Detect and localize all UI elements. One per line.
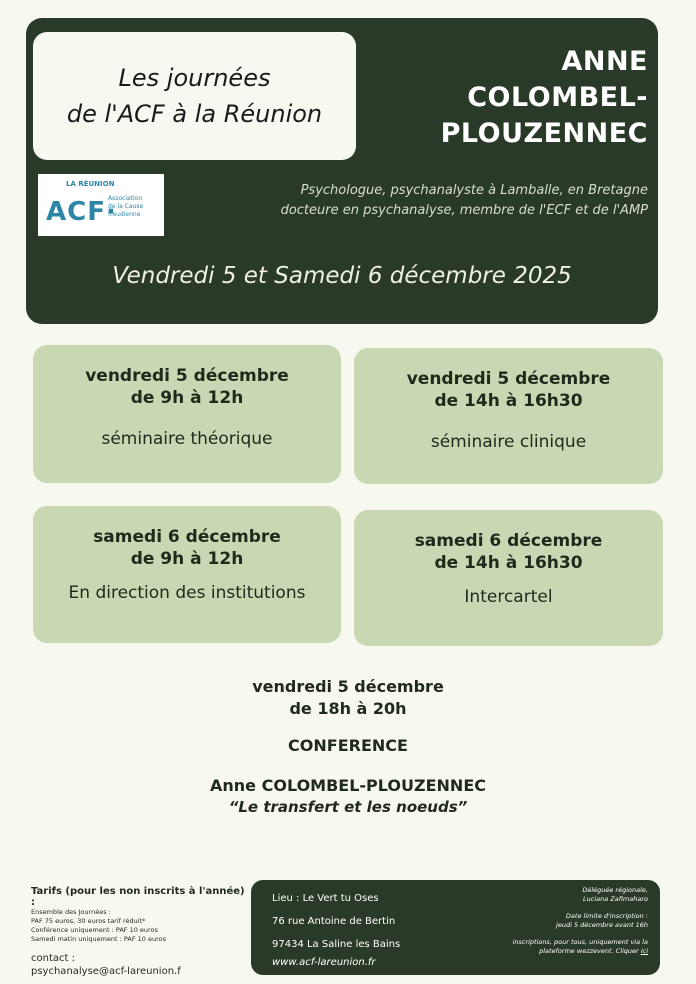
venue-address-line1: 76 rue Antoine de Bertin: [272, 916, 396, 927]
header-panel: [26, 18, 658, 324]
session-card: [354, 348, 663, 484]
speaker-desc-line2: docteure en psychanalyse, membre de l'ECF et de l'AMP: [280, 203, 648, 218]
footer-panel: [251, 880, 660, 975]
session-card: [33, 506, 341, 643]
speaker-description: [228, 181, 648, 221]
delegate-label: Déléguée régionale,: [582, 886, 648, 894]
logo-mark: ACF·: [46, 197, 117, 227]
contact-email-link[interactable]: psychanalyse@acf-lareunion.f: [31, 966, 181, 977]
logo-sub1: Association: [108, 195, 143, 202]
session-title: séminaire clinique: [430, 432, 587, 452]
session-title: séminaire théorique: [101, 429, 273, 449]
logo-sub2: de la Cause: [108, 203, 144, 210]
deadline-value: jeudi 5 décembre avant 16h: [556, 921, 648, 929]
session-day: samedi 6 décembre: [414, 531, 603, 551]
session-day: vendredi 5 décembre: [406, 369, 611, 389]
session-time: de 14h à 16h30: [434, 553, 583, 573]
conference-day: vendredi 5 décembre: [252, 677, 444, 696]
pricing-line: PAF 75 euros, 30 euros tarif réduit*: [31, 917, 146, 925]
session-datetime: [33, 526, 341, 570]
conference-label: CONFERENCE: [288, 736, 408, 755]
event-dates: Vendredi 5 et Samedi 6 décembre 2025: [112, 263, 572, 289]
session-day: vendredi 5 décembre: [85, 366, 289, 386]
session-datetime: [354, 530, 663, 574]
speaker-desc-line1: Psychologue, psychanalyste à Lamballe, en Bretagne: [300, 183, 648, 198]
venue-name: Lieu : Le Vert tu Oses: [272, 893, 379, 904]
session-title: Intercartel: [464, 587, 553, 607]
speaker-name-line2: COLOMBEL-: [467, 82, 648, 113]
session-time: de 14h à 16h30: [434, 391, 583, 411]
speaker-name-line1: ANNE: [561, 46, 648, 77]
session-datetime: [33, 365, 341, 409]
registration-note-line1: inscriptions, pour tous, uniquement via la: [512, 938, 648, 946]
footer-info: [508, 886, 648, 964]
event-title-box: [33, 32, 356, 160]
logo-subtitle: [108, 195, 143, 219]
session-day: samedi 6 décembre: [93, 527, 281, 547]
conference-speaker: Anne COLOMBEL-PLOUZENNEC: [210, 776, 486, 795]
pricing-line: Conférence uniquement : PAF 10 euros: [31, 926, 158, 934]
acf-logo: [38, 174, 164, 236]
pricing-heading: Tarifs (pour les non inscrits à l'année) :: [31, 886, 245, 908]
logo-region: LA RÉUNION: [66, 180, 115, 188]
speaker-name-line3: PLOUZENNEC: [440, 118, 648, 149]
session-title: En direction des institutions: [68, 583, 306, 603]
pricing-line: Samedi matin uniquement : PAF 10 euros: [31, 935, 167, 943]
session-card: [354, 510, 663, 646]
registration-note-line2: plateforme wezzevent. Cliquer: [539, 947, 639, 955]
session-time: de 9h à 12h: [130, 388, 244, 408]
venue-address-line2: 97434 La Saline les Bains: [272, 939, 401, 950]
pricing-section: [31, 886, 251, 944]
event-title-line1: Les journées: [118, 64, 271, 92]
conference-block: [0, 676, 696, 817]
speaker-name: [388, 44, 648, 152]
conference-datetime: [0, 676, 696, 720]
registration-link[interactable]: ici: [640, 947, 648, 955]
logo-sub3: freudienne: [108, 211, 141, 218]
website-link[interactable]: www.acf-lareunion.fr: [272, 957, 376, 968]
contact-label: contact :: [31, 953, 75, 964]
session-time: de 9h à 12h: [130, 549, 244, 569]
event-title-line2: de l'ACF à la Réunion: [66, 100, 323, 128]
conference-time: de 18h à 20h: [289, 699, 407, 718]
conference-talk-title: “Le transfert et les noeuds”: [228, 798, 468, 816]
contact-section: [31, 952, 181, 978]
deadline-label: Date limite d'inscription :: [565, 912, 648, 920]
session-datetime: [354, 368, 663, 412]
session-card: [33, 345, 341, 483]
pricing-line: Ensemble des Journées :: [31, 908, 111, 916]
delegate-name: Luciana Zafimaharo: [583, 895, 648, 903]
